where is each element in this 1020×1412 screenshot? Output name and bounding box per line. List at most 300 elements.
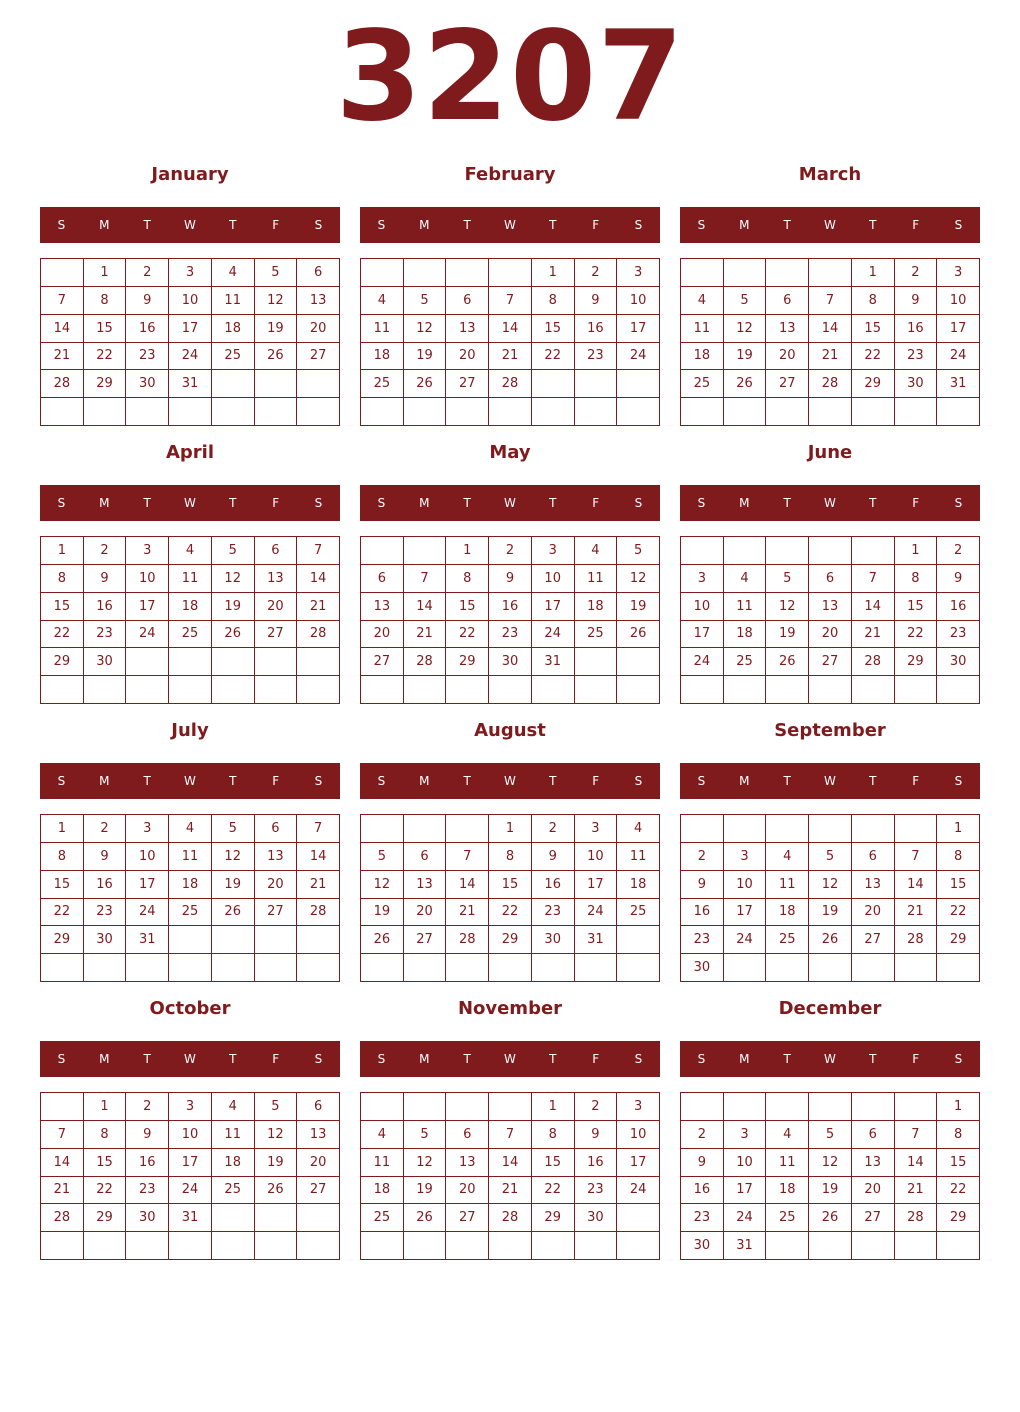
day-cell: 23 bbox=[681, 1204, 724, 1232]
day-cell: 18 bbox=[766, 899, 809, 927]
day-cell: 13 bbox=[809, 593, 852, 621]
day-cell: 4 bbox=[212, 259, 255, 287]
weekday-label: S bbox=[697, 496, 706, 510]
day-cell: 5 bbox=[212, 815, 255, 843]
weekday-label: W bbox=[504, 496, 516, 510]
day-cell bbox=[297, 926, 340, 954]
day-cell: 20 bbox=[361, 621, 404, 649]
day-cell: 20 bbox=[852, 1177, 895, 1205]
day-cell: 25 bbox=[617, 899, 660, 927]
day-cell: 9 bbox=[84, 565, 127, 593]
day-cell: 7 bbox=[41, 287, 84, 315]
day-cell: 4 bbox=[681, 287, 724, 315]
weekday-label: F bbox=[912, 1052, 920, 1066]
day-cell: 23 bbox=[681, 926, 724, 954]
day-cell: 14 bbox=[895, 1149, 938, 1177]
day-cell: 3 bbox=[126, 537, 169, 565]
weekday-label: T bbox=[869, 774, 877, 788]
day-cell: 22 bbox=[852, 343, 895, 371]
day-cell bbox=[532, 676, 575, 704]
day-cell: 16 bbox=[84, 871, 127, 899]
weekday-header bbox=[360, 1041, 660, 1077]
day-cell bbox=[84, 398, 127, 426]
day-cell: 7 bbox=[852, 565, 895, 593]
day-cell: 21 bbox=[297, 593, 340, 621]
day-cell: 19 bbox=[212, 871, 255, 899]
day-cell bbox=[681, 537, 724, 565]
day-cell: 16 bbox=[681, 899, 724, 927]
day-cell: 24 bbox=[169, 343, 212, 371]
day-grid bbox=[40, 814, 340, 982]
day-cell: 1 bbox=[446, 537, 489, 565]
day-cell bbox=[809, 537, 852, 565]
day-cell bbox=[937, 398, 980, 426]
weekday-label: S bbox=[954, 218, 963, 232]
day-cell: 6 bbox=[297, 259, 340, 287]
day-cell bbox=[895, 1093, 938, 1121]
day-cell: 27 bbox=[255, 621, 298, 649]
day-cell: 19 bbox=[766, 621, 809, 649]
day-cell: 10 bbox=[575, 843, 618, 871]
day-cell: 3 bbox=[617, 1093, 660, 1121]
weekday-label: T bbox=[143, 1052, 151, 1066]
day-cell: 20 bbox=[255, 593, 298, 621]
day-cell: 26 bbox=[809, 1204, 852, 1232]
day-grid bbox=[680, 258, 980, 426]
day-cell bbox=[809, 1093, 852, 1121]
day-cell: 19 bbox=[809, 1177, 852, 1205]
day-cell: 21 bbox=[852, 621, 895, 649]
day-cell: 2 bbox=[126, 259, 169, 287]
month-july bbox=[40, 716, 340, 986]
day-cell: 1 bbox=[937, 1093, 980, 1121]
day-cell bbox=[361, 259, 404, 287]
day-cell: 4 bbox=[361, 287, 404, 315]
day-cell: 30 bbox=[895, 370, 938, 398]
day-cell bbox=[255, 1232, 298, 1260]
day-cell: 23 bbox=[84, 621, 127, 649]
day-cell bbox=[766, 815, 809, 843]
day-cell bbox=[532, 370, 575, 398]
day-cell: 23 bbox=[532, 899, 575, 927]
day-cell: 13 bbox=[255, 843, 298, 871]
day-cell: 14 bbox=[41, 315, 84, 343]
day-grid bbox=[680, 536, 980, 704]
weekday-label: S bbox=[314, 218, 323, 232]
day-cell: 2 bbox=[84, 815, 127, 843]
day-cell bbox=[126, 398, 169, 426]
day-cell: 4 bbox=[724, 565, 767, 593]
day-cell bbox=[724, 954, 767, 982]
day-cell: 20 bbox=[852, 899, 895, 927]
weekday-label: M bbox=[419, 1052, 430, 1066]
day-cell bbox=[361, 1093, 404, 1121]
day-cell: 12 bbox=[404, 315, 447, 343]
day-cell: 26 bbox=[617, 621, 660, 649]
month-october bbox=[40, 994, 340, 1264]
day-cell: 1 bbox=[895, 537, 938, 565]
weekday-header bbox=[360, 207, 660, 243]
day-cell: 25 bbox=[681, 370, 724, 398]
day-cell bbox=[446, 259, 489, 287]
weekday-label: T bbox=[229, 1052, 237, 1066]
weekday-label: S bbox=[634, 774, 643, 788]
weekday-label: T bbox=[463, 218, 471, 232]
day-cell: 23 bbox=[895, 343, 938, 371]
day-cell bbox=[681, 676, 724, 704]
day-cell: 6 bbox=[852, 843, 895, 871]
day-cell: 22 bbox=[895, 621, 938, 649]
day-cell bbox=[489, 259, 532, 287]
weekday-label: T bbox=[229, 774, 237, 788]
day-cell: 26 bbox=[809, 926, 852, 954]
day-cell: 8 bbox=[446, 565, 489, 593]
day-cell bbox=[937, 954, 980, 982]
weekday-label: T bbox=[783, 496, 791, 510]
day-cell: 21 bbox=[41, 1177, 84, 1205]
day-cell bbox=[575, 648, 618, 676]
day-cell bbox=[681, 815, 724, 843]
weekday-label: F bbox=[272, 1052, 280, 1066]
day-cell: 14 bbox=[404, 593, 447, 621]
day-cell: 27 bbox=[809, 648, 852, 676]
day-cell: 1 bbox=[41, 815, 84, 843]
day-cell: 16 bbox=[126, 1149, 169, 1177]
day-cell bbox=[895, 398, 938, 426]
day-cell: 8 bbox=[532, 1121, 575, 1149]
day-cell: 20 bbox=[766, 343, 809, 371]
day-cell bbox=[724, 1093, 767, 1121]
day-cell: 25 bbox=[361, 1204, 404, 1232]
day-cell: 17 bbox=[617, 1149, 660, 1177]
weekday-header bbox=[680, 485, 980, 521]
day-cell: 15 bbox=[532, 1149, 575, 1177]
weekday-label: S bbox=[377, 774, 386, 788]
day-cell: 30 bbox=[84, 648, 127, 676]
day-cell: 14 bbox=[297, 565, 340, 593]
day-cell: 3 bbox=[617, 259, 660, 287]
day-cell: 17 bbox=[126, 871, 169, 899]
day-cell: 10 bbox=[937, 287, 980, 315]
day-cell bbox=[41, 1093, 84, 1121]
weekday-label: W bbox=[184, 1052, 196, 1066]
day-cell: 9 bbox=[489, 565, 532, 593]
day-cell: 28 bbox=[809, 370, 852, 398]
day-cell bbox=[617, 1232, 660, 1260]
day-cell: 24 bbox=[724, 926, 767, 954]
day-cell: 28 bbox=[489, 370, 532, 398]
day-cell: 29 bbox=[937, 926, 980, 954]
day-cell: 29 bbox=[489, 926, 532, 954]
day-cell: 29 bbox=[937, 1204, 980, 1232]
weekday-label: T bbox=[549, 218, 557, 232]
weekday-label: W bbox=[184, 218, 196, 232]
day-cell bbox=[446, 1093, 489, 1121]
day-cell bbox=[255, 370, 298, 398]
day-cell: 27 bbox=[852, 1204, 895, 1232]
day-cell: 7 bbox=[809, 287, 852, 315]
weekday-label: M bbox=[419, 218, 430, 232]
day-cell: 16 bbox=[84, 593, 127, 621]
weekday-header bbox=[40, 485, 340, 521]
day-cell: 12 bbox=[255, 1121, 298, 1149]
day-cell bbox=[41, 954, 84, 982]
day-cell bbox=[212, 370, 255, 398]
day-cell: 14 bbox=[489, 1149, 532, 1177]
day-cell bbox=[446, 815, 489, 843]
day-cell bbox=[404, 676, 447, 704]
day-cell: 27 bbox=[446, 370, 489, 398]
day-cell: 21 bbox=[895, 899, 938, 927]
day-cell: 14 bbox=[852, 593, 895, 621]
day-cell bbox=[575, 398, 618, 426]
day-cell: 27 bbox=[297, 1177, 340, 1205]
day-cell: 22 bbox=[84, 1177, 127, 1205]
weekday-label: S bbox=[634, 496, 643, 510]
weekday-label: F bbox=[592, 774, 600, 788]
month-name: January bbox=[151, 164, 229, 185]
day-cell: 17 bbox=[937, 315, 980, 343]
day-cell bbox=[404, 1232, 447, 1260]
day-cell: 31 bbox=[575, 926, 618, 954]
weekday-label: W bbox=[184, 496, 196, 510]
day-cell bbox=[617, 370, 660, 398]
day-cell: 7 bbox=[297, 537, 340, 565]
day-cell: 10 bbox=[169, 1121, 212, 1149]
day-cell: 14 bbox=[446, 871, 489, 899]
day-cell: 23 bbox=[575, 343, 618, 371]
day-cell: 3 bbox=[575, 815, 618, 843]
day-cell: 17 bbox=[169, 1149, 212, 1177]
day-cell: 18 bbox=[212, 315, 255, 343]
day-cell bbox=[766, 1093, 809, 1121]
day-cell: 15 bbox=[532, 315, 575, 343]
day-cell: 18 bbox=[169, 593, 212, 621]
day-cell: 14 bbox=[41, 1149, 84, 1177]
day-cell bbox=[575, 676, 618, 704]
day-cell: 5 bbox=[255, 1093, 298, 1121]
day-cell: 29 bbox=[532, 1204, 575, 1232]
day-cell: 9 bbox=[681, 871, 724, 899]
day-cell: 4 bbox=[169, 537, 212, 565]
weekday-label: W bbox=[504, 1052, 516, 1066]
day-cell bbox=[852, 676, 895, 704]
day-cell: 13 bbox=[404, 871, 447, 899]
day-cell: 31 bbox=[937, 370, 980, 398]
weekday-label: S bbox=[57, 1052, 66, 1066]
day-cell: 20 bbox=[255, 871, 298, 899]
day-cell: 11 bbox=[766, 871, 809, 899]
day-cell bbox=[617, 398, 660, 426]
weekday-label: T bbox=[143, 218, 151, 232]
weekday-header bbox=[360, 485, 660, 521]
day-cell bbox=[532, 954, 575, 982]
weekday-label: M bbox=[739, 496, 750, 510]
weekday-label: S bbox=[697, 1052, 706, 1066]
day-cell: 27 bbox=[297, 343, 340, 371]
day-cell: 7 bbox=[41, 1121, 84, 1149]
day-cell bbox=[361, 815, 404, 843]
weekday-label: M bbox=[99, 496, 110, 510]
day-cell bbox=[84, 954, 127, 982]
day-cell: 12 bbox=[404, 1149, 447, 1177]
day-cell: 22 bbox=[41, 899, 84, 927]
day-cell bbox=[724, 259, 767, 287]
day-cell: 6 bbox=[255, 815, 298, 843]
day-cell: 11 bbox=[212, 1121, 255, 1149]
day-cell: 8 bbox=[895, 565, 938, 593]
day-cell: 16 bbox=[489, 593, 532, 621]
day-cell: 14 bbox=[489, 315, 532, 343]
weekday-header bbox=[40, 763, 340, 799]
day-cell: 19 bbox=[212, 593, 255, 621]
weekday-label: T bbox=[783, 774, 791, 788]
day-cell: 28 bbox=[895, 1204, 938, 1232]
day-cell: 15 bbox=[41, 593, 84, 621]
weekday-label: T bbox=[463, 496, 471, 510]
day-cell: 23 bbox=[84, 899, 127, 927]
day-cell: 19 bbox=[361, 899, 404, 927]
month-may bbox=[360, 438, 660, 708]
day-cell bbox=[809, 259, 852, 287]
day-cell: 7 bbox=[446, 843, 489, 871]
day-cell bbox=[126, 1232, 169, 1260]
day-cell: 22 bbox=[489, 899, 532, 927]
day-cell: 12 bbox=[212, 843, 255, 871]
weekday-label: F bbox=[592, 496, 600, 510]
day-cell: 15 bbox=[852, 315, 895, 343]
weekday-label: T bbox=[783, 1052, 791, 1066]
day-cell: 16 bbox=[937, 593, 980, 621]
day-cell: 7 bbox=[489, 287, 532, 315]
day-cell bbox=[724, 676, 767, 704]
day-cell: 8 bbox=[84, 287, 127, 315]
day-cell: 30 bbox=[126, 370, 169, 398]
day-cell: 31 bbox=[532, 648, 575, 676]
day-cell: 28 bbox=[895, 926, 938, 954]
day-cell: 20 bbox=[404, 899, 447, 927]
day-cell: 21 bbox=[489, 1177, 532, 1205]
weekday-label: F bbox=[272, 218, 280, 232]
weekday-label: M bbox=[99, 774, 110, 788]
weekday-label: S bbox=[634, 218, 643, 232]
day-cell bbox=[766, 676, 809, 704]
day-cell: 20 bbox=[297, 1149, 340, 1177]
day-cell bbox=[809, 676, 852, 704]
day-cell: 31 bbox=[169, 1204, 212, 1232]
day-cell: 5 bbox=[809, 843, 852, 871]
day-cell bbox=[212, 1204, 255, 1232]
day-cell: 2 bbox=[937, 537, 980, 565]
day-cell: 26 bbox=[212, 899, 255, 927]
day-cell bbox=[404, 537, 447, 565]
day-cell: 26 bbox=[255, 1177, 298, 1205]
day-cell: 6 bbox=[255, 537, 298, 565]
day-cell: 25 bbox=[212, 1177, 255, 1205]
day-cell bbox=[852, 815, 895, 843]
day-cell bbox=[212, 648, 255, 676]
day-cell: 15 bbox=[937, 871, 980, 899]
weekday-label: S bbox=[57, 496, 66, 510]
day-cell: 30 bbox=[532, 926, 575, 954]
weekday-label: M bbox=[99, 218, 110, 232]
day-cell: 16 bbox=[895, 315, 938, 343]
day-cell: 9 bbox=[575, 287, 618, 315]
day-cell: 28 bbox=[404, 648, 447, 676]
day-cell: 10 bbox=[126, 843, 169, 871]
day-cell bbox=[169, 676, 212, 704]
month-name: February bbox=[464, 164, 556, 185]
day-cell bbox=[489, 676, 532, 704]
day-cell: 1 bbox=[532, 1093, 575, 1121]
day-cell bbox=[766, 1232, 809, 1260]
weekday-label: F bbox=[272, 496, 280, 510]
day-cell: 9 bbox=[84, 843, 127, 871]
day-cell bbox=[361, 1232, 404, 1260]
day-cell: 6 bbox=[297, 1093, 340, 1121]
day-cell: 29 bbox=[852, 370, 895, 398]
day-cell: 19 bbox=[404, 343, 447, 371]
day-cell bbox=[766, 398, 809, 426]
day-cell: 25 bbox=[169, 621, 212, 649]
day-cell: 3 bbox=[681, 565, 724, 593]
day-cell: 10 bbox=[617, 287, 660, 315]
day-cell: 25 bbox=[766, 926, 809, 954]
day-cell: 25 bbox=[212, 343, 255, 371]
day-cell: 2 bbox=[681, 843, 724, 871]
day-cell: 17 bbox=[169, 315, 212, 343]
day-cell: 2 bbox=[126, 1093, 169, 1121]
day-cell: 17 bbox=[681, 621, 724, 649]
day-cell bbox=[895, 1232, 938, 1260]
day-cell: 23 bbox=[126, 1177, 169, 1205]
weekday-label: S bbox=[314, 774, 323, 788]
day-cell: 5 bbox=[809, 1121, 852, 1149]
day-cell: 15 bbox=[937, 1149, 980, 1177]
month-name: August bbox=[474, 720, 546, 741]
day-cell: 15 bbox=[41, 871, 84, 899]
day-cell: 24 bbox=[681, 648, 724, 676]
day-cell: 10 bbox=[681, 593, 724, 621]
day-grid bbox=[360, 536, 660, 704]
day-cell bbox=[852, 398, 895, 426]
day-cell: 18 bbox=[361, 1177, 404, 1205]
day-cell bbox=[84, 676, 127, 704]
day-cell: 18 bbox=[724, 621, 767, 649]
month-name: October bbox=[149, 998, 231, 1019]
day-cell bbox=[212, 1232, 255, 1260]
day-cell bbox=[212, 954, 255, 982]
day-cell bbox=[852, 954, 895, 982]
day-cell: 21 bbox=[895, 1177, 938, 1205]
day-cell: 1 bbox=[532, 259, 575, 287]
day-cell bbox=[255, 1204, 298, 1232]
weekday-label: S bbox=[634, 1052, 643, 1066]
day-cell: 1 bbox=[84, 1093, 127, 1121]
day-cell: 4 bbox=[575, 537, 618, 565]
day-cell bbox=[297, 1232, 340, 1260]
day-cell: 2 bbox=[84, 537, 127, 565]
day-cell: 4 bbox=[169, 815, 212, 843]
weekday-label: M bbox=[739, 1052, 750, 1066]
day-cell bbox=[212, 926, 255, 954]
day-cell: 26 bbox=[212, 621, 255, 649]
weekday-label: M bbox=[99, 1052, 110, 1066]
day-cell: 28 bbox=[852, 648, 895, 676]
day-cell: 7 bbox=[297, 815, 340, 843]
day-cell: 2 bbox=[575, 259, 618, 287]
day-cell bbox=[895, 815, 938, 843]
